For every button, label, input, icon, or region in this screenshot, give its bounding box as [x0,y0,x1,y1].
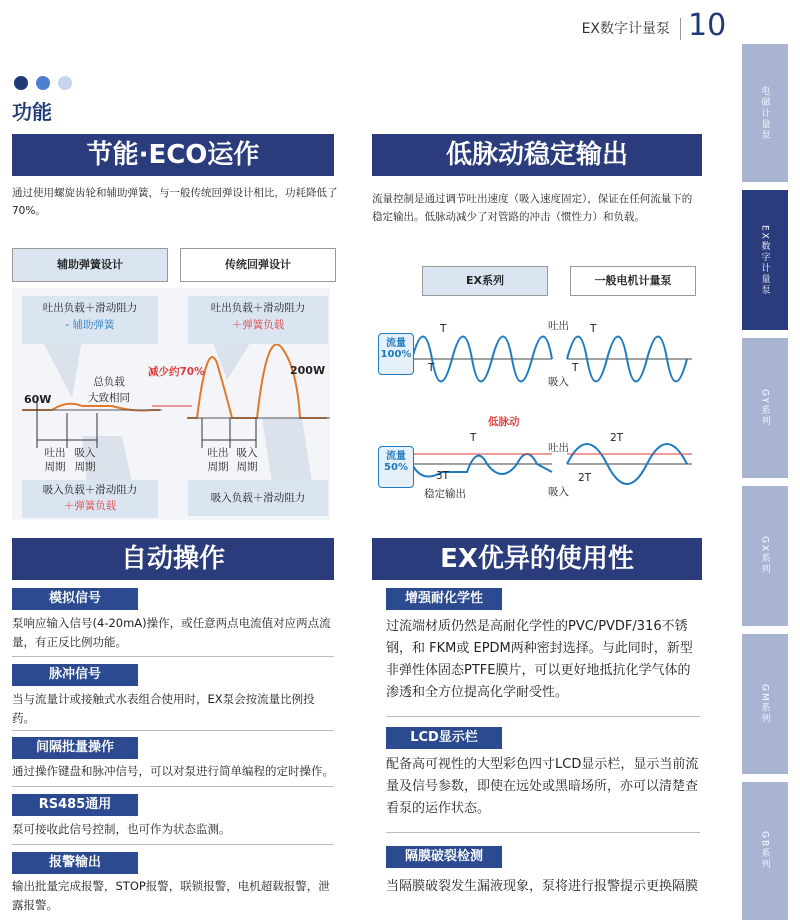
suction-1: 吸入 [548,376,569,388]
b-top-line1: 吐出负载＋滑动阻力 [210,302,306,314]
b-top-line2: ＋弹簧负载 [231,319,285,331]
t-label-3: T [590,323,597,335]
sidebar-tab-1[interactable]: EX数字计量泵 [742,190,788,330]
use-text-0: 过流端材质仍然是高耐化学性的PVC/PVDF/316不锈钢，和 FKM或 EPDM两种密封选择。与此同时，新型非弹性体固态PTFE膜片，可以更好地抵抗化学气体的渗透和全方位提高化学耐受性。 [386,619,693,700]
t2-label-2: 2T [578,472,592,484]
flow-label-2: 流量 [386,451,406,462]
auto-tag-0: 模拟信号 [12,588,138,610]
t-label-4: T [572,362,579,374]
suction-2: 吸入 [548,486,569,498]
a-discharge: 吐出 周期 [44,447,66,473]
pulse-description: 流量控制是通过调节吐出速度（吸入速度固定），保证在任何流量下的稳定输出。低脉动减少了对管路的冲击（惯性力）和负载。 [372,193,693,223]
design-a-label: 辅助弹簧设计 [12,248,168,282]
pulse-diagram [372,304,702,504]
power-a: 60W [24,393,52,406]
sidebar-tab-3[interactable]: GX系列 [742,486,788,626]
use-tag-2: 隔膜破裂检测 [386,846,502,868]
total-load-line1: 总负载 [93,376,125,388]
page-number: 10 [688,8,727,43]
auto-rule-2 [12,786,334,787]
use-rule-1 [386,832,700,833]
flow-50-box [378,446,414,488]
flow-100: 100% [380,349,412,360]
usability-title: EX优异的使用性 [372,538,702,580]
pulse-title: 低脉动稳定输出 [372,134,702,176]
auto-text-1: 当与流量计或接触式水表组合使用时，EX泵会按流量比例投药。 [12,692,315,725]
a-top-line1: 吐出负载＋滑动阻力 [42,302,138,314]
a-suction: 吸入 周期 [74,447,96,473]
header-title: EX数字计量泵 [581,21,670,37]
a-top-line2: - 辅助弹簧 [65,319,115,331]
a-bottom-line2: ＋弹簧负载 [63,500,117,512]
t-label-1: T [440,323,447,335]
series-ex: EX系列 [422,266,548,296]
eco-title: 节能·ECO运作 [12,134,334,176]
b-top-box [188,296,328,344]
flow-50: 50% [384,462,408,473]
dot-1 [14,76,28,90]
auto-tag-4: 报警输出 [12,852,138,874]
b-suction: 吸入 周期 [236,447,258,473]
auto-tag-3: RS485通用 [12,794,138,816]
t3-label: 3T [436,470,450,482]
auto-text-0: 泵响应输入信号(4-20mA)操作，或任意两点电流值对应两点流量，有正反比例功能。 [12,616,331,649]
auto-text-3: 泵可接收此信号控制，也可作为状态监测。 [12,822,231,836]
use-rule-0 [386,716,700,717]
dot-3 [58,76,72,90]
dot-2 [36,76,50,90]
use-tag-0: 增强耐化学性 [386,588,502,610]
a-bottom-box [22,480,158,518]
t2-label-1: 2T [610,432,624,444]
sidebar-tab-2[interactable]: GY系列 [742,338,788,478]
auto-rule-3 [12,844,334,845]
sidebar-tab-4[interactable]: GM系列 [742,634,788,774]
b-bottom-box: 吸入负载＋滑动阻力 [188,480,328,516]
discharge-1: 吐出 [548,320,569,332]
a-bottom-line1: 吸入负载＋滑动阻力 [42,484,138,496]
power-b: 200W [290,364,326,377]
eco-description: 通过使用螺旋齿轮和辅助弹簧，与一般传统回弹设计相比，功耗降低了70%。 [12,187,338,217]
series-general: 一般电机计量泵 [570,266,696,296]
auto-tag-1: 脉冲信号 [12,664,138,686]
design-b-label: 传统回弹设计 [180,248,336,282]
flow-label-1: 流量 [386,338,406,349]
flow-100-box [378,333,414,375]
auto-title: 自动操作 [12,538,334,580]
use-text-2: 当隔膜破裂发生漏液现象，泵将进行报警提示更换隔膜 [386,879,699,894]
t-label-5: T [470,432,477,444]
total-load-line2: 大致相同 [88,392,130,404]
sidebar-tab-5[interactable]: GB系列 [742,782,788,920]
auto-text-2: 通过操作键盘和脉冲信号，可以对泵进行简单编程的定时操作。 [12,764,334,778]
total-load [88,374,130,406]
auto-rule-0 [12,656,334,657]
t-label-2: T [428,362,435,374]
auto-tag-2: 间隔批量操作 [12,737,138,759]
auto-text-4: 输出批量完成报警，STOP报警，联锁报警，电机超载报警，泄露报警。 [12,879,330,912]
section-label: 功能 [12,100,52,124]
b-discharge: 吐出 周期 [207,447,229,473]
use-tag-1: LCD显示栏 [386,727,502,749]
auto-rule-1 [12,730,334,731]
steady-label: 稳定输出 [424,488,466,500]
use-text-1: 配备高可视性的大型彩色四寸LCD显示栏，显示当前流量及信号参数，即使在远处或黑暗场所，亦可以清楚查看泵的运作状态。 [386,757,699,816]
discharge-2: 吐出 [548,442,569,454]
low-pulse-label: 低脉动 [488,416,520,428]
reduce-label: 减少约70% [148,366,205,378]
header-divider [680,18,681,40]
a-top-box [22,296,158,344]
sidebar-tab-0[interactable]: 电磁计量泵 [742,44,788,182]
